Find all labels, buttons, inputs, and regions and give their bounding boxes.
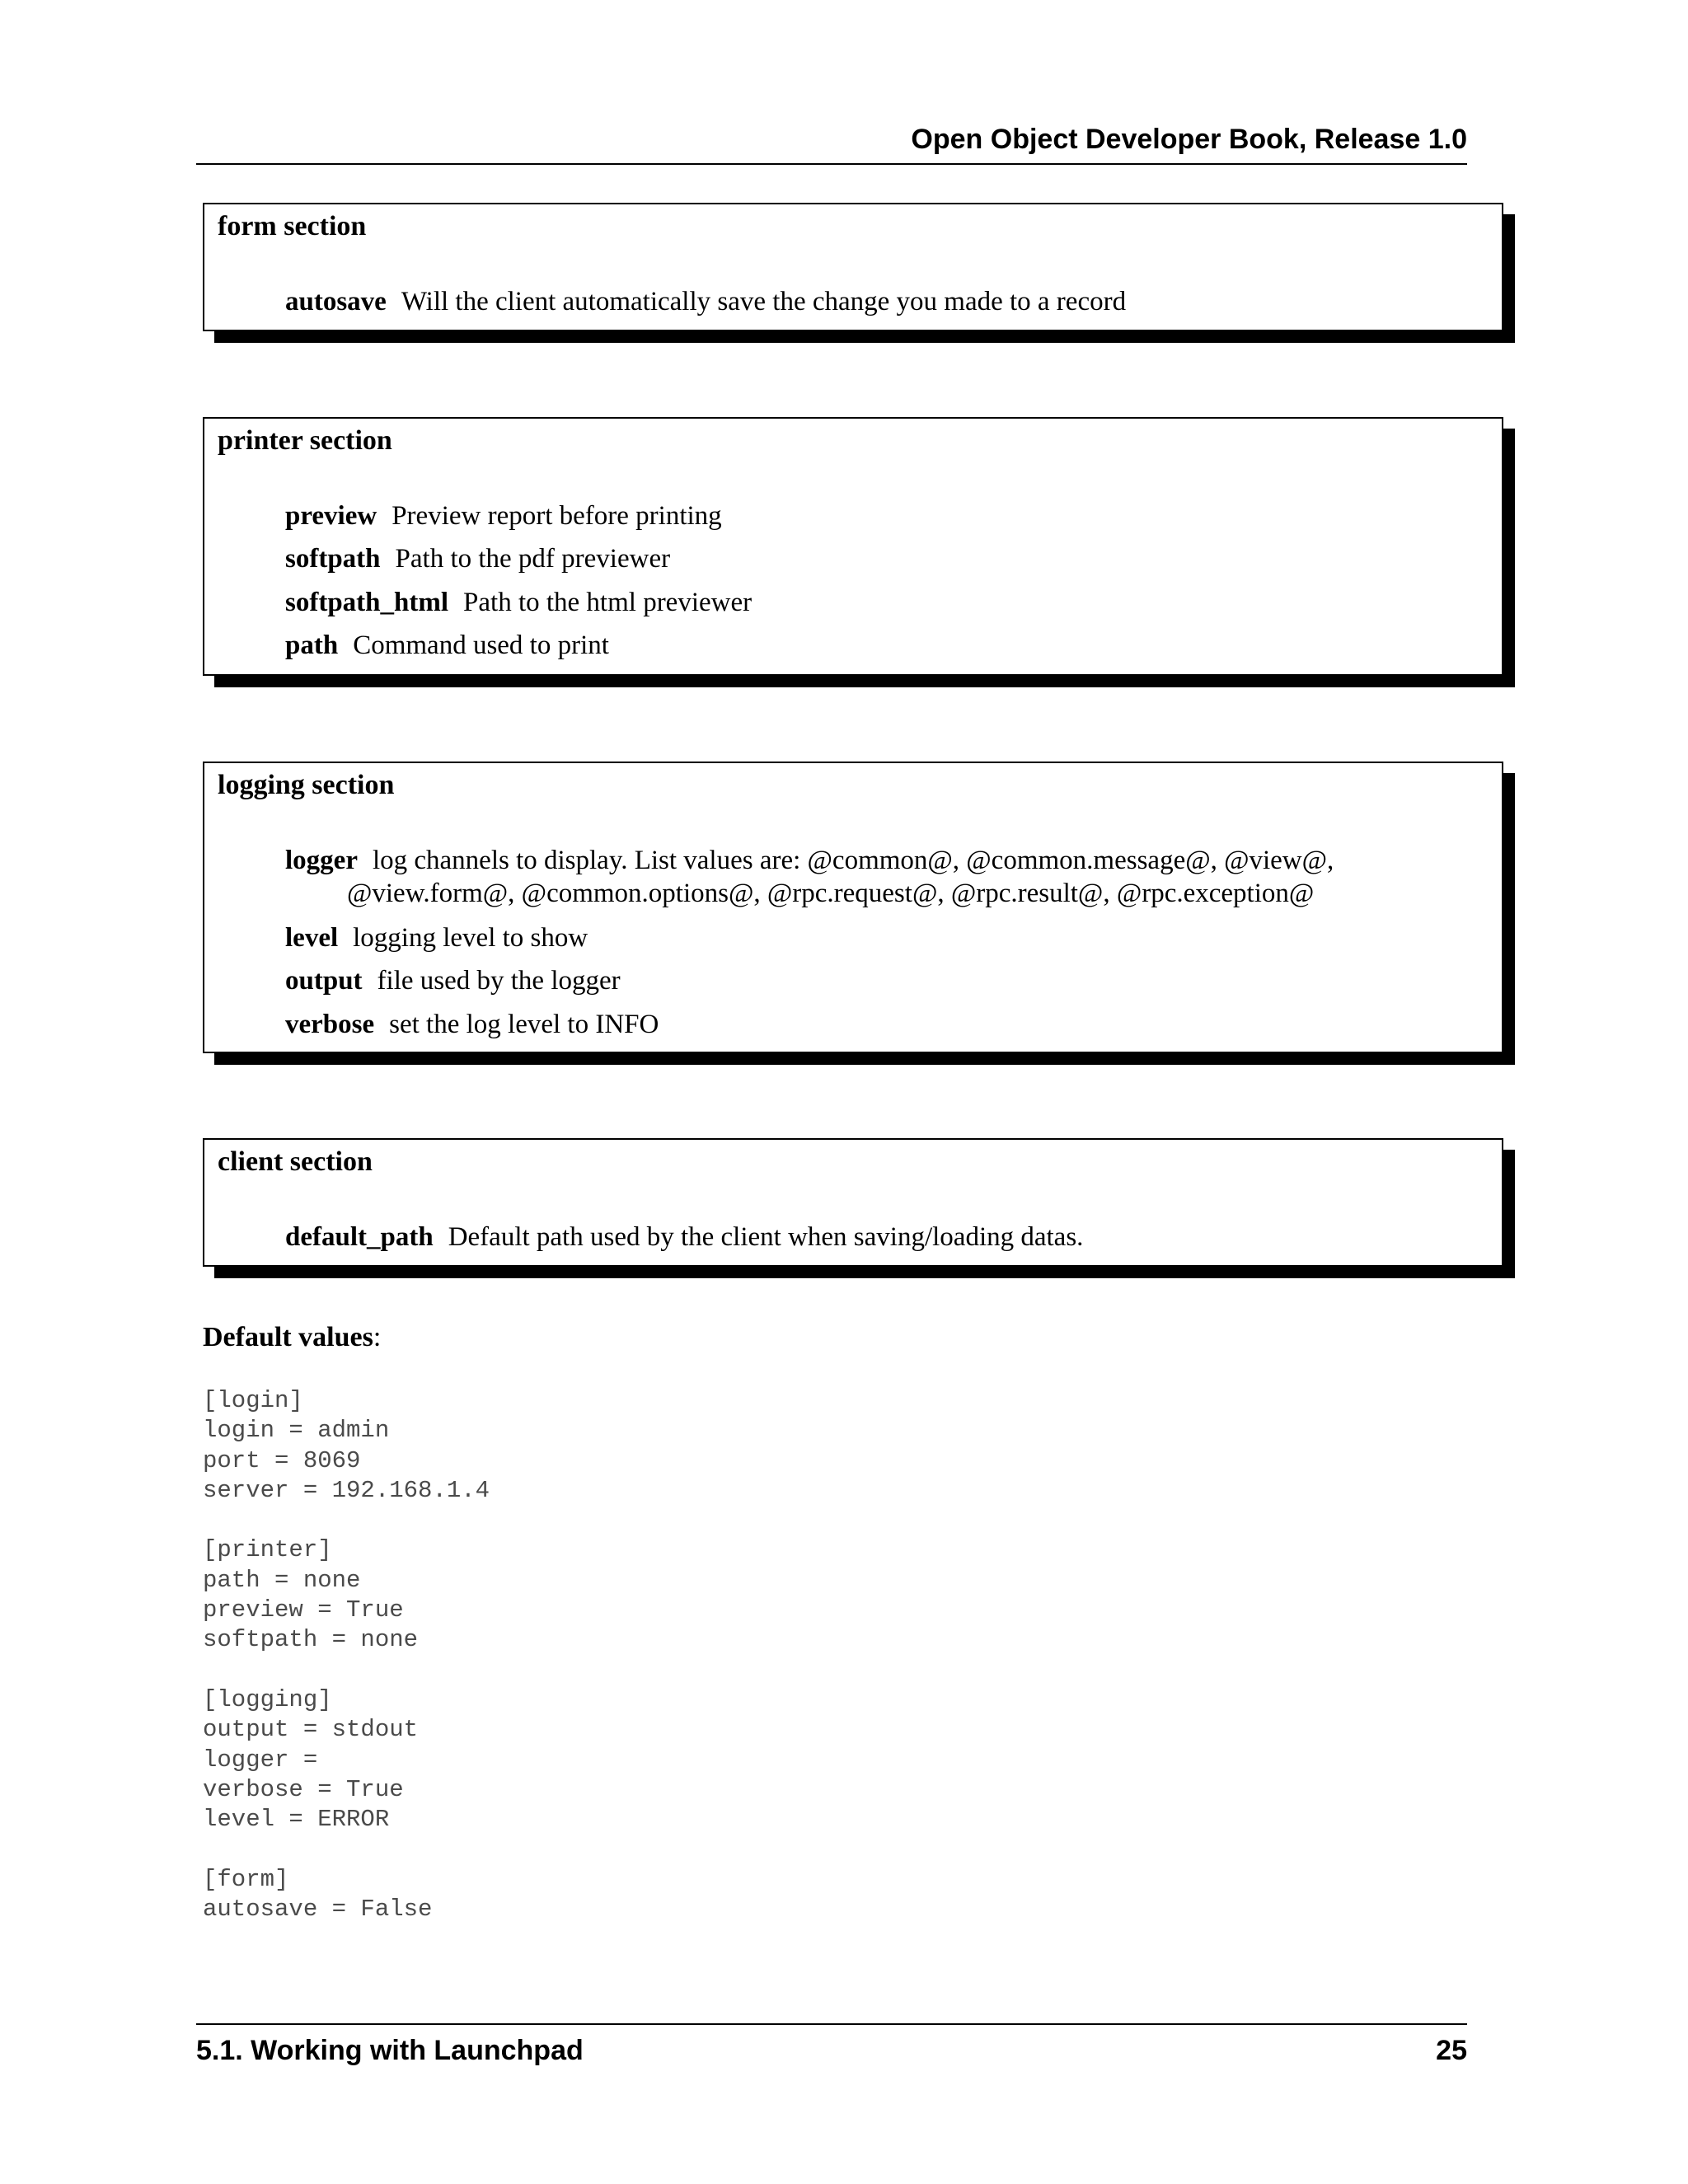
printer-path-entry xyxy=(285,629,1419,662)
entry-desc: logging level to show xyxy=(353,923,588,953)
entry-desc: Will the client automatically save the change you made to a record xyxy=(401,287,1127,316)
printer-softpath-html-entry xyxy=(285,586,1419,619)
default-values-heading xyxy=(203,1322,381,1353)
entry-term: level xyxy=(285,923,339,953)
entry-desc: Preview report before printing xyxy=(392,501,722,531)
client-section-title: client section xyxy=(218,1146,373,1177)
entry-desc: log channels to display. List values are: @common@, @common.message@, @view@, @view.form@, @common.options@, @rpc.request@, @rpc.result@, @rpc.exception@ xyxy=(347,846,1334,908)
entry-desc: set the log level to INFO xyxy=(389,1010,659,1039)
printer-section-box xyxy=(203,417,1503,676)
entry-term: path xyxy=(285,630,339,660)
entry-term: softpath_html xyxy=(285,588,449,617)
page-number: 25 xyxy=(1436,2035,1467,2066)
default-values-label: Default values xyxy=(203,1322,373,1352)
logging-output-entry xyxy=(285,964,1419,997)
entry-desc: Command used to print xyxy=(353,630,609,660)
logging-verbose-entry xyxy=(285,1008,1419,1041)
logging-level-entry xyxy=(285,921,1419,954)
book-title: Open Object Developer Book, Release 1.0 xyxy=(911,124,1467,155)
footer-section-title: 5.1. Working with Launchpad xyxy=(196,2035,584,2066)
client-default-path-entry xyxy=(285,1221,1419,1254)
form-section-box xyxy=(203,203,1503,331)
printer-preview-entry xyxy=(285,499,1419,532)
page-header xyxy=(196,120,1467,165)
entry-desc: Path to the html previewer xyxy=(463,588,753,617)
entry-term: default_path xyxy=(285,1222,434,1252)
entry-desc: file used by the logger xyxy=(377,966,621,996)
entry-desc: Default path used by the client when saving/loading datas. xyxy=(448,1222,1084,1252)
default-values-colon: : xyxy=(373,1322,382,1352)
printer-section-title: printer section xyxy=(218,425,392,456)
printer-softpath-entry xyxy=(285,542,1419,575)
default-values-code-block: [login] login = admin port = 8069 server = 192.168.1.4 [printer] path = none preview = True softpath = none [logging] output = stdout logger = verbose = True level = ERROR [form] autosave = False xyxy=(203,1387,490,1924)
logging-section-box xyxy=(203,762,1503,1053)
client-section-box xyxy=(203,1138,1503,1267)
entry-term: preview xyxy=(285,501,377,531)
entry-desc: Path to the pdf previewer xyxy=(395,544,671,574)
entry-term: softpath xyxy=(285,544,381,574)
page-footer xyxy=(196,2023,1467,2074)
form-autosave-entry xyxy=(285,285,1419,318)
entry-term: logger xyxy=(285,846,358,875)
form-section-title: form section xyxy=(218,211,367,241)
entry-term: autosave xyxy=(285,287,387,316)
logging-logger-entry xyxy=(285,844,1419,910)
entry-term: verbose xyxy=(285,1010,375,1039)
logging-section-title: logging section xyxy=(218,770,395,800)
entry-term: output xyxy=(285,966,363,996)
